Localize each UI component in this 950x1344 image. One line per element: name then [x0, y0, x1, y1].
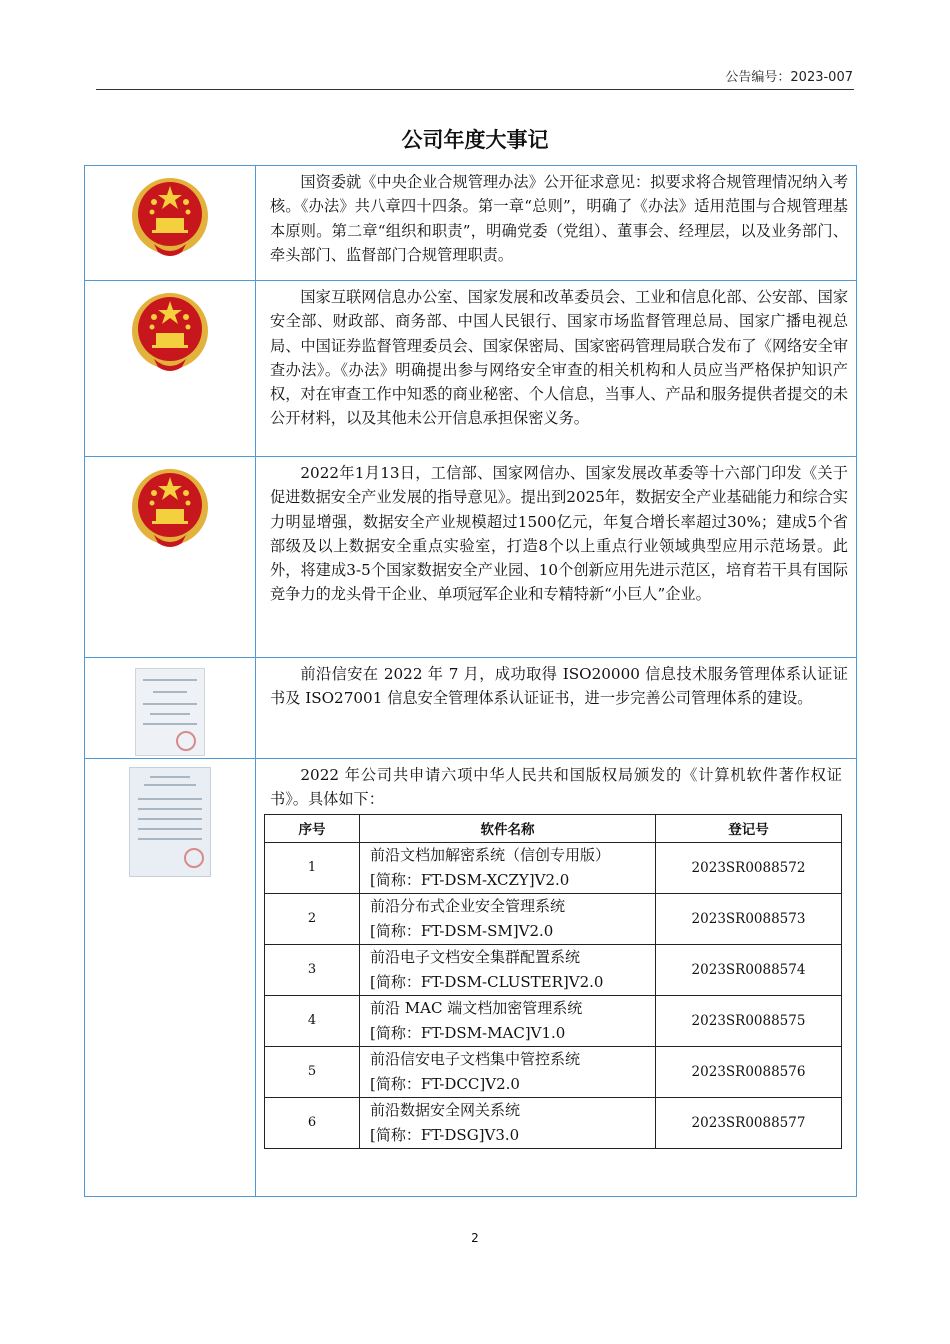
event-image-cell: [85, 166, 256, 281]
national-emblem-icon: [124, 463, 216, 555]
table-row: [265, 1097, 842, 1148]
registration-number: 2023SR0088577: [656, 1097, 842, 1148]
software-name-cell: [360, 842, 656, 893]
software-name: 前沿文档加解密系统（信创专用版）: [370, 845, 611, 864]
registration-number: 2023SR0088573: [656, 893, 842, 944]
software-name: 前沿信安电子文档集中管控系统: [370, 1049, 581, 1068]
event-text: 国家互联网信息办公室、国家发展和改革委员会、工业和信息化部、公安部、国家安全部、财政部、商务部、中国人民银行、国家市场监督管理总局、国家广播电视总局、中国证券监督管理委员会、国家保密局、国家密码管理局联合发布了《网络安全审查办法》。《办法》明确提出参与网络安全审查的相关机构和人员应当严格保护知识产权，对在审查工作中知悉的商业秘密、个人信息，当事人、产品和服务提供者提交的未公开材料，以及其他未公开信息承担保密义务。: [270, 288, 848, 428]
national-emblem-icon: [124, 172, 216, 264]
event-image-cell: [85, 281, 256, 457]
software-copyright-table: [264, 814, 842, 1149]
event-text: 国资委就《中央企业合规管理办法》公开征求意见：拟要求将合规管理情况纳入考核。《办法》共八章四十四条。第一章“总则”，明确了《办法》适用范围与合规管理基本原则。第二章“组织和职责”，明确党委（党组）、董事会、经理层，以及业务部门、牵头部门、监督部门合规管理职责。: [270, 173, 848, 264]
event-text: 前沿信安在 2022 年 7 月，成功取得 ISO20000 信息技术服务管理体系认证证书及 ISO27001 信息安全管理体系认证证书，进一步完善公司管理体系的建设。: [270, 665, 848, 708]
event-text-cell: [256, 759, 857, 1197]
header-no: 序号: [265, 814, 360, 842]
software-abbr: [简称：FT-DSM-SM]V2.0: [370, 921, 554, 940]
row-number: 5: [265, 1046, 360, 1097]
software-name-cell: [360, 893, 656, 944]
page-title: 公司年度大事记: [401, 128, 549, 152]
table-row: [265, 944, 842, 995]
table-row: [265, 995, 842, 1046]
software-abbr: [简称：FT-DSM-CLUSTER]V2.0: [370, 972, 604, 991]
row-number: 1: [265, 842, 360, 893]
software-name-cell: [360, 1046, 656, 1097]
table-row: [265, 893, 842, 944]
row-number: 6: [265, 1097, 360, 1148]
row-number: 3: [265, 944, 360, 995]
table-row: [265, 1046, 842, 1097]
row-number: 4: [265, 995, 360, 1046]
header-divider: [96, 89, 854, 90]
software-abbr: [简称：FT-DCC]V2.0: [370, 1074, 520, 1093]
announcement-number: 公告编号：2023-007: [725, 70, 853, 85]
event-text-cell: [256, 658, 857, 759]
software-name: 前沿分布式企业安全管理系统: [370, 896, 566, 915]
header-software-name: 软件名称: [360, 814, 656, 842]
event-text-cell: [256, 457, 857, 658]
iso-certificate-icon: [135, 668, 205, 756]
software-name-cell: [360, 1097, 656, 1148]
registration-number: 2023SR0088572: [656, 842, 842, 893]
events-table: [84, 165, 857, 1197]
page-number: 2: [471, 1231, 479, 1245]
header-registration-no: 登记号: [656, 814, 842, 842]
event-text-cell: [256, 166, 857, 281]
software-name: 前沿数据安全网关系统: [370, 1100, 521, 1119]
table-row: [265, 842, 842, 893]
event-row: [85, 281, 857, 457]
national-emblem-icon: [124, 287, 216, 379]
registration-number: 2023SR0088576: [656, 1046, 842, 1097]
software-abbr: [简称：FT-DSM-MAC]V1.0: [370, 1023, 566, 1042]
table-header-row: [265, 814, 842, 842]
event-row: [85, 457, 857, 658]
event-image-cell: [85, 658, 256, 759]
software-copyright-certificate-icon: [129, 767, 211, 877]
software-name: 前沿电子文档安全集群配置系统: [370, 947, 581, 966]
registration-number: 2023SR0088575: [656, 995, 842, 1046]
event-text: 2022 年公司共申请六项中华人民共和国版权局颁发的《计算机软件著作权证书》。具体如下：: [270, 766, 842, 809]
event-text-cell: [256, 281, 857, 457]
event-row: [85, 166, 857, 281]
event-row: [85, 658, 857, 759]
software-name-cell: [360, 995, 656, 1046]
event-image-cell: [85, 759, 256, 1197]
event-row: [85, 759, 857, 1197]
software-name: 前沿 MAC 端文档加密管理系统: [370, 998, 583, 1017]
software-abbr: [简称：FT-DSG]V3.0: [370, 1125, 520, 1144]
software-abbr: [简称：FT-DSM-XCZY]V2.0: [370, 870, 570, 889]
event-image-cell: [85, 457, 256, 658]
event-text: 2022年1月13日，工信部、国家网信办、国家发展改革委等十六部门印发《关于促进数据安全产业发展的指导意见》。提出到2025年，数据安全产业基础能力和综合实力明显增强，数据安全产业规模超过1500亿元，年复合增长率超过30%；建成5个省部级及以上数据安全重点实验室，打造8个以上重点行业领域典型应用示范场景。此外，将建成3-5个国家数据安全产业园、10个创新应用先进示范区，培育若干具有国际竞争力的龙头骨干企业、单项冠军企业和专精特新“小巨人”企业。: [270, 464, 848, 604]
row-number: 2: [265, 893, 360, 944]
registration-number: 2023SR0088574: [656, 944, 842, 995]
software-name-cell: [360, 944, 656, 995]
